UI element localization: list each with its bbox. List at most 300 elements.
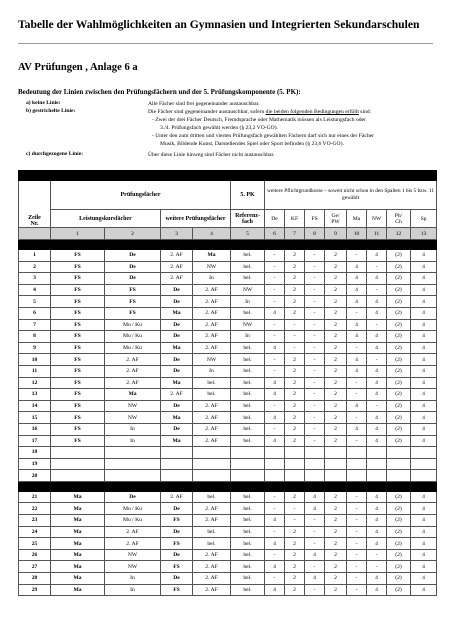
table-cell: 4 — [411, 515, 437, 527]
table-separator-bar — [19, 240, 437, 250]
table-cell: Ma — [193, 250, 231, 262]
table-cell: - — [347, 412, 367, 424]
table-cell: De — [161, 319, 193, 331]
table-cell: 2 — [325, 561, 347, 573]
table-cell: - — [265, 261, 285, 273]
table-cell — [105, 458, 161, 470]
table-cell: 4 — [411, 400, 437, 412]
column-number: 10 — [347, 228, 367, 240]
table-cell: NW — [105, 412, 161, 424]
table-cell: De — [161, 296, 193, 308]
table-cell: 2 — [325, 250, 347, 262]
table-cell: In — [193, 365, 231, 377]
table-cell: De — [161, 400, 193, 412]
table-cell: NW — [231, 284, 265, 296]
table-cell: - — [305, 561, 325, 573]
table-cell: 4 — [367, 307, 387, 319]
table-cell: 4 — [411, 423, 437, 435]
row-number: 5 — [19, 296, 51, 308]
table-cell: (2) — [387, 261, 411, 273]
cell-leistungskurs: Ma — [51, 526, 105, 538]
table-cell: 2 — [325, 261, 347, 273]
legend-item-b — [18, 108, 438, 148]
table-cell: 4 — [367, 538, 387, 550]
table-cell: Ma — [161, 307, 193, 319]
table-cell: 2. AF — [193, 515, 231, 527]
table-row — [19, 423, 437, 435]
table-cell: In — [193, 273, 231, 285]
cell-leistungskurs: Ma — [51, 491, 105, 503]
table-cell: De — [161, 423, 193, 435]
cell-leistungskurs: FS — [51, 412, 105, 424]
cell-leistungskurs: FS — [51, 307, 105, 319]
table-cell: 2 — [325, 435, 347, 447]
table-cell: - — [347, 250, 367, 262]
column-number: 5 — [231, 228, 265, 240]
table-cell: 4 — [347, 273, 367, 285]
table-cell: (2) — [387, 515, 411, 527]
table-cell: - — [305, 354, 325, 366]
table-cell — [285, 470, 305, 482]
table-cell: 4 — [367, 412, 387, 424]
column-number: 13 — [411, 228, 437, 240]
table-cell: 2. AF — [193, 342, 231, 354]
table-cell — [387, 447, 411, 459]
cell-leistungskurs: Ma — [51, 503, 105, 515]
table-cell: 4 — [265, 435, 285, 447]
table-row — [19, 296, 437, 308]
table-cell — [105, 470, 161, 482]
table-cell: - — [285, 515, 305, 527]
table-cell — [161, 458, 193, 470]
intro-heading: Bedeutung der Linien zwischen den Prüfungsfächern und der 5. Prüfungskomponente (5. PK): — [18, 88, 301, 96]
table-cell: 2 — [285, 296, 305, 308]
table-cell: 2. AF — [161, 273, 193, 285]
cell-leistungskurs: Ma — [51, 584, 105, 596]
table-cell — [231, 447, 265, 459]
table-cell: 4 — [411, 261, 437, 273]
table-cell: 2 — [285, 250, 305, 262]
table-cell: De — [161, 354, 193, 366]
row-number: 6 — [19, 307, 51, 319]
table-cell: De — [105, 261, 161, 273]
table-cell: 4 — [367, 584, 387, 596]
table-cell: - — [367, 319, 387, 331]
table-cell — [265, 447, 285, 459]
row-number: 7 — [19, 319, 51, 331]
table-cell: 4 — [411, 319, 437, 331]
row-number: 2 — [19, 261, 51, 273]
table-cell: Mu / Ku — [105, 515, 161, 527]
row-number: 8 — [19, 331, 51, 343]
table-row — [19, 273, 437, 285]
table-cell: bel. — [231, 538, 265, 550]
row-number: 29 — [19, 584, 51, 596]
table-cell: 4 — [265, 515, 285, 527]
table-cell: (2) — [387, 307, 411, 319]
table-cell: - — [305, 423, 325, 435]
table-cell: 4 — [411, 273, 437, 285]
table-cell: In — [231, 296, 265, 308]
table-cell: 2 — [285, 284, 305, 296]
table-cell: 2 — [285, 354, 305, 366]
table-cell: FS — [161, 561, 193, 573]
table-cell: 2 — [325, 491, 347, 503]
cell-leistungskurs: FS — [51, 319, 105, 331]
table-cell: - — [305, 331, 325, 343]
table-cell: bel. — [231, 526, 265, 538]
header-subject: Sp — [411, 210, 437, 228]
table-cell: Ma — [105, 389, 161, 401]
legend-text-b: Die Fächer sind gegeneinander austauschbar, sofern die beiden folgenden Bedingungen erfüllt sind: — [148, 109, 372, 115]
table-cell: 4 — [411, 491, 437, 503]
table-cell: 2 — [325, 400, 347, 412]
header-leistungskurse: Leistungskursfächer — [51, 210, 161, 228]
legend-key-a: a) keine Linie: — [26, 100, 61, 106]
column-number: 11 — [367, 228, 387, 240]
table-cell: Ma — [161, 435, 193, 447]
table-row — [19, 377, 437, 389]
table-cell: 4 — [347, 365, 367, 377]
table-cell: Ma — [161, 377, 193, 389]
table-cell: (2) — [387, 250, 411, 262]
table-cell: 2 — [325, 331, 347, 343]
table-cell: 4 — [347, 296, 367, 308]
table-cell: 2. AF — [193, 284, 231, 296]
table-cell: - — [305, 377, 325, 389]
table-cell — [411, 470, 437, 482]
column-number-blank — [19, 228, 51, 240]
table-cell: bel. — [231, 491, 265, 503]
table-row — [19, 526, 437, 538]
table-cell: 2 — [285, 273, 305, 285]
table-cell: - — [265, 331, 285, 343]
table-row — [19, 470, 437, 482]
table-cell: 4 — [411, 377, 437, 389]
table-cell: (2) — [387, 503, 411, 515]
table-row — [19, 515, 437, 527]
table-cell: 2. AF — [193, 584, 231, 596]
row-number: 1 — [19, 250, 51, 262]
table-cell: - — [305, 319, 325, 331]
table-cell: 4 — [367, 423, 387, 435]
table-row — [19, 284, 437, 296]
table-separator-bar — [19, 481, 437, 491]
table-cell: In — [105, 423, 161, 435]
header-subject: De — [265, 210, 285, 228]
table-cell: - — [347, 342, 367, 354]
table-cell: 2. AF — [193, 503, 231, 515]
table-cell: NW — [105, 400, 161, 412]
table-cell: (2) — [387, 284, 411, 296]
table-cell: 4 — [347, 354, 367, 366]
table-cell: - — [265, 503, 285, 515]
table-cell: bel. — [231, 515, 265, 527]
table-cell: 2 — [285, 526, 305, 538]
table-cell: - — [305, 389, 325, 401]
table-cell: 4 — [367, 515, 387, 527]
table-cell: (2) — [387, 538, 411, 550]
table-cell: - — [347, 561, 367, 573]
row-number: 23 — [19, 515, 51, 527]
table-cell: 4 — [411, 526, 437, 538]
table-cell: 2. AF — [193, 412, 231, 424]
table-cell — [347, 470, 367, 482]
table-cell: 2 — [325, 342, 347, 354]
table-cell: 4 — [305, 503, 325, 515]
table-cell: - — [265, 573, 285, 585]
cell-leistungskurs: FS — [51, 284, 105, 296]
legend-key-c: c) durchgezogene Linie: — [26, 151, 84, 157]
table-row — [19, 354, 437, 366]
table-cell: - — [305, 400, 325, 412]
table-cell: bel. — [231, 412, 265, 424]
table-row — [19, 342, 437, 354]
table-cell — [231, 458, 265, 470]
section-title: AV Prüfungen , Anlage 6 a — [18, 62, 138, 73]
table-cell: 2. AF — [193, 319, 231, 331]
table-cell: 2. AF — [105, 354, 161, 366]
table-cell: 2. AF — [193, 435, 231, 447]
legend-b-item-1a: - Zwei der drei Fächer Deutsch, Fremdsprache oder Mathematik müssen als Leistungsfach oder — [152, 117, 366, 123]
table-cell: - — [305, 296, 325, 308]
table-cell: - — [347, 584, 367, 596]
table-cell: 2 — [285, 307, 305, 319]
table-row — [19, 584, 437, 596]
row-number: 9 — [19, 342, 51, 354]
header-referenzfach: Referenz- fach — [231, 210, 265, 228]
table-row — [19, 365, 437, 377]
table-cell: 2 — [285, 423, 305, 435]
table-cell: FS — [161, 538, 193, 550]
table-cell: (2) — [387, 400, 411, 412]
table-row — [19, 250, 437, 262]
table-row — [19, 319, 437, 331]
row-number: 25 — [19, 538, 51, 550]
cell-leistungskurs: Ma — [51, 538, 105, 550]
table-cell: - — [367, 284, 387, 296]
table-cell: bel. — [231, 573, 265, 585]
column-number: 1 — [51, 228, 105, 240]
table-cell: 2. AF — [193, 561, 231, 573]
row-number: 13 — [19, 389, 51, 401]
table-cell: - — [265, 491, 285, 503]
table-cell: 4 — [411, 389, 437, 401]
table-cell — [305, 458, 325, 470]
table-row — [19, 389, 437, 401]
table-cell: 2. AF — [193, 331, 231, 343]
table-row — [19, 412, 437, 424]
row-number: 26 — [19, 549, 51, 561]
table-cell: - — [347, 435, 367, 447]
table-cell: 4 — [347, 284, 367, 296]
table-cell: - — [367, 354, 387, 366]
column-number: 2 — [105, 228, 161, 240]
table-cell: 4 — [305, 573, 325, 585]
table-cell: 4 — [411, 538, 437, 550]
table-cell — [305, 447, 325, 459]
table-cell: 4 — [367, 377, 387, 389]
table-cell — [161, 470, 193, 482]
table-cell: 2. AF — [193, 549, 231, 561]
table-cell: bel. — [231, 503, 265, 515]
table-cell: In — [105, 573, 161, 585]
table-cell: - — [367, 549, 387, 561]
table-cell: bel. — [231, 273, 265, 285]
table-cell: 4 — [411, 250, 437, 262]
table-cell: 4 — [411, 549, 437, 561]
table-cell: 2. AF — [105, 365, 161, 377]
table-cell: Mu / Ku — [105, 331, 161, 343]
table-cell: - — [285, 331, 305, 343]
table-cell — [161, 447, 193, 459]
table-cell: 4 — [411, 584, 437, 596]
cell-leistungskurs: FS — [51, 331, 105, 343]
table-cell: 4 — [411, 307, 437, 319]
table-cell: 4 — [347, 331, 367, 343]
table-cell: (2) — [387, 412, 411, 424]
table-cell: (2) — [387, 377, 411, 389]
table-row — [19, 491, 437, 503]
legend-text-c: Über diese Linie hinweg sind Fächer nicht austauschbar. — [148, 152, 275, 158]
cell-leistungskurs: FS — [51, 342, 105, 354]
table-cell: 2 — [285, 389, 305, 401]
table-cell: - — [305, 412, 325, 424]
row-number: 15 — [19, 412, 51, 424]
table-cell: Mu / Ku — [105, 503, 161, 515]
row-number: 10 — [19, 354, 51, 366]
table-cell: FS — [105, 307, 161, 319]
cell-leistungskurs: FS — [51, 250, 105, 262]
table-cell: 2 — [285, 261, 305, 273]
table-cell: - — [305, 284, 325, 296]
table-cell: Mu / Ku — [105, 319, 161, 331]
table-cell — [193, 470, 231, 482]
table-cell: 4 — [411, 296, 437, 308]
table-row — [19, 307, 437, 319]
table-cell: 4 — [411, 561, 437, 573]
table-cell — [325, 458, 347, 470]
table-cell: 2. AF — [161, 261, 193, 273]
table-cell: - — [285, 319, 305, 331]
table-cell: In — [105, 584, 161, 596]
table-cell: 2 — [325, 526, 347, 538]
row-number: 16 — [19, 423, 51, 435]
column-number: 8 — [305, 228, 325, 240]
legend-item-c — [18, 151, 438, 159]
table-cell: - — [347, 389, 367, 401]
table-cell: - — [347, 549, 367, 561]
table-cell: 2 — [325, 584, 347, 596]
table-cell: - — [285, 503, 305, 515]
header-pruefungsfaecher: Prüfungsfächer — [51, 181, 231, 210]
table-cell: De — [161, 284, 193, 296]
table-cell — [285, 447, 305, 459]
table-cell: 4 — [265, 584, 285, 596]
table-cell: 2. AF — [161, 389, 193, 401]
line-legend — [18, 100, 438, 159]
table-cell — [367, 447, 387, 459]
table-cell — [305, 470, 325, 482]
table-cell: 4 — [411, 365, 437, 377]
table-cell: 4 — [347, 423, 367, 435]
column-number: 3 — [161, 228, 193, 240]
table-cell: 4 — [367, 435, 387, 447]
table-cell: 4 — [265, 389, 285, 401]
table-top-bar — [19, 171, 437, 181]
table-cell: 2. AF — [193, 573, 231, 585]
table-cell: - — [367, 561, 387, 573]
table-cell: 2 — [325, 365, 347, 377]
row-number: 28 — [19, 573, 51, 585]
table-cell: - — [265, 354, 285, 366]
table-cell: - — [305, 435, 325, 447]
table-cell: (2) — [387, 584, 411, 596]
table-cell: bel. — [231, 261, 265, 273]
table-cell — [347, 447, 367, 459]
table-cell: - — [305, 515, 325, 527]
column-number: 6 — [265, 228, 285, 240]
table-cell: - — [265, 273, 285, 285]
table-cell: 2 — [325, 515, 347, 527]
table-cell: 2. AF — [193, 423, 231, 435]
table-cell: (2) — [387, 273, 411, 285]
table-cell: (2) — [387, 354, 411, 366]
header-5pk: 5. PK — [231, 181, 265, 210]
table-row — [19, 400, 437, 412]
cell-leistungskurs: Ma — [51, 515, 105, 527]
table-cell: FS — [105, 296, 161, 308]
table-row — [19, 261, 437, 273]
table-cell: (2) — [387, 526, 411, 538]
table-cell: 4 — [367, 365, 387, 377]
table-cell: 2 — [325, 307, 347, 319]
table-cell: NW — [193, 354, 231, 366]
table-cell: 4 — [367, 331, 387, 343]
table-cell: 2 — [285, 435, 305, 447]
cell-leistungskurs: FS — [51, 389, 105, 401]
table-cell: - — [305, 538, 325, 550]
cell-leistungskurs: FS — [51, 261, 105, 273]
table-cell: bel. — [231, 354, 265, 366]
column-number: 7 — [285, 228, 305, 240]
table-cell: 4 — [367, 573, 387, 585]
header-zeile: Zeile Nr. — [19, 181, 51, 228]
table-cell — [105, 447, 161, 459]
table-cell: 4 — [265, 561, 285, 573]
table-cell: 4 — [367, 273, 387, 285]
table-cell: De — [161, 365, 193, 377]
table-cell: 2 — [325, 354, 347, 366]
table-cell: (2) — [387, 573, 411, 585]
table-cell: bel. — [231, 389, 265, 401]
table-cell: - — [265, 423, 285, 435]
table-cell — [347, 458, 367, 470]
table-cell: - — [265, 296, 285, 308]
table-cell: - — [305, 584, 325, 596]
row-number: 21 — [19, 491, 51, 503]
table-cell: (2) — [387, 296, 411, 308]
page-title: Tabelle der Wahlmöglichkeiten an Gymnasien und Integrierten Sekundarschulen — [18, 18, 420, 31]
table-cell — [325, 447, 347, 459]
header-weitere-pruefungsfaecher: weitere Prüfungsfächer — [161, 210, 231, 228]
header-subject: FS — [305, 210, 325, 228]
table-cell: (2) — [387, 549, 411, 561]
table-cell: In — [105, 435, 161, 447]
table-cell: (2) — [387, 423, 411, 435]
cell-leistungskurs — [51, 458, 105, 470]
table-cell: 4 — [347, 261, 367, 273]
